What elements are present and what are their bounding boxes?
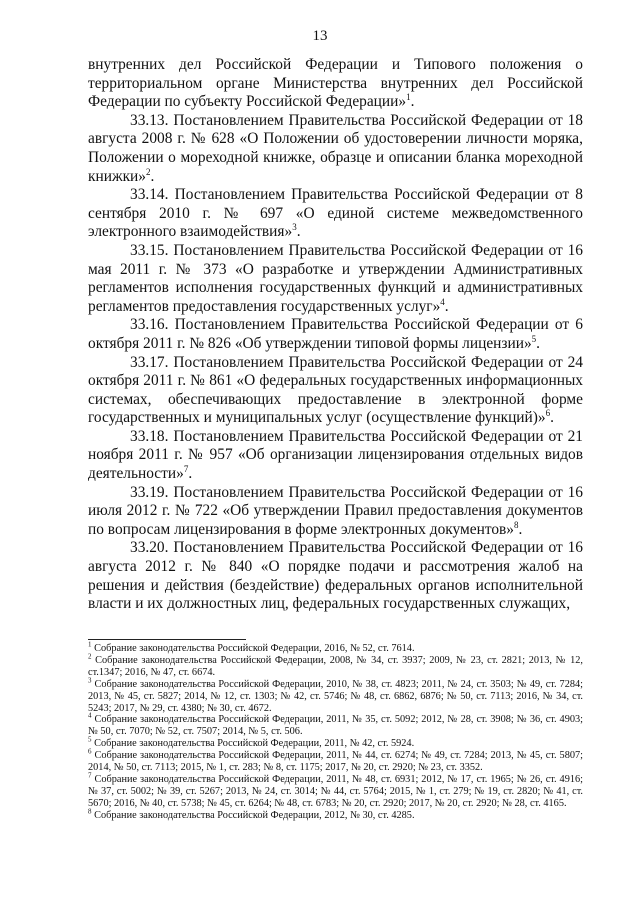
item-end: . — [518, 520, 523, 538]
footnote-number: 6 — [88, 747, 92, 756]
item-text: 33.19. Постановлением Правительства Российской Федерации от 16 июля 2012 г. № 722 «Об утверждении Правил предоставления документов по вопросам лицензирования в форме электронных документов» — [88, 483, 583, 538]
document-body — [88, 56, 583, 614]
page-number: 13 — [312, 28, 328, 44]
list-item — [88, 428, 583, 484]
footnote-text: Собрание законодательства Российской Федерации, 2011, № 42, ст. 5924. — [94, 738, 415, 750]
footnote-divider — [88, 639, 246, 640]
list-item — [88, 484, 583, 540]
item-end: . — [536, 334, 541, 352]
list-item — [88, 242, 583, 316]
item-end: . — [150, 167, 155, 185]
item-end: . — [444, 297, 449, 315]
footnote-ref: 2 — [146, 166, 151, 177]
footnote-ref: 5 — [531, 333, 537, 344]
item-end: . — [296, 223, 301, 241]
footnote — [88, 640, 583, 655]
footnote-number: 3 — [88, 676, 92, 685]
footnote-text: Собрание законодательства Российской Федерации, 2008, № 34, ст. 3937; 2009, № 23, ст. 2821; 2013, № 12, ст.1347; 2016, № 47, ст. 6674. — [88, 654, 583, 678]
item-text: 33.13. Постановлением Правительства Российской Федерации от 18 августа 2008 г. № 628 «О Положении об удостоверении личности моряка, Положении о мореходной книжке, образце и описании бланка мореходной книжки» — [88, 111, 583, 185]
footnote-number: 4 — [88, 712, 92, 721]
list-item — [88, 354, 583, 428]
footnote-ref: 8 — [514, 519, 519, 530]
footnote-number: 8 — [88, 807, 92, 816]
footnote-text: Собрание законодательства Российской Федерации, 2011, № 35, ст. 5092; 2012, № 28, ст. 3908; № 36, ст. 4903; № 50, ст. 7070; № 52, ст. 7507; 2014, № 5, ст. 506. — [88, 714, 583, 738]
list-item — [88, 186, 583, 242]
footnote-text: Собрание законодательства Российской Федерации, 2016, № 52, ст. 7614. — [94, 643, 415, 654]
footnote-text: Собрание законодательства Российской Федерации, 2011, № 44, ст. 6274; № 49, ст. 7284; 2013, № 45, ст. 5807; 2014, № 50, ст. 7113; 2015, № 1, ст. 283; № 8, ст. 1175; 2017, № 20, ст. 2920; № 23, ст. 3352. — [88, 750, 583, 774]
footnote-ref: 4 — [440, 296, 445, 307]
footnote — [88, 676, 583, 715]
item-text: 33.20. Постановлением Правительства Российской Федерации от 16 августа 2012 г. № 840 «О порядке подачи и рассмотрения жалоб на решения и действия (бездействие) федеральных органов исполнительной власти и их должностных лиц, федеральных государственных служащих, — [88, 539, 583, 613]
footnote — [88, 747, 583, 774]
footnote-number: 2 — [88, 652, 92, 661]
footnote-ref: 7 — [183, 463, 189, 474]
item-end: . — [188, 465, 193, 483]
intro-text: внутренних дел Российской Федерации и Типового положения о территориальном органе Министерства внутренних дел Российской Федерации по субъекту Российской Федерации» — [88, 56, 583, 111]
item-text: 33.16. Постановлением Правительства Российской Федерации от 6 октября 2011 г. № 826 «Об утверждении типовой формы лицензии» — [88, 316, 583, 352]
footnote-text: Собрание законодательства Российской Федерации, 2012, № 30, ст. 4285. — [94, 809, 415, 821]
footnote-text: Собрание законодательства Российской Федерации, 2011, № 48, ст. 6931; 2012, № 17, ст. 1965; № 26, ст. 4916; № 37, ст. 5002; № 39, ст. 5267; 2013, № 24, ст. 3014; № 44, ст. 5764; 2015, № 1, ст. 279; № 19, ст. 2820; № 41, ст. 5670; 2016, № 40, ст. 5738; № 45, ст. 6264; № 48, ст. 6783; № 20, ст. 2920; 2017, № 20, ст. 2920; № 28, ст. 4165. — [88, 773, 583, 809]
intro-paragraph: внутренних дел Российской Федерации и Типового положения о территориальном органе Министерства внутренних дел Российской Федерации по субъекту Российской Федерации»$^1$. — [88, 56, 583, 111]
footnotes — [88, 640, 583, 822]
footnote-number: 5 — [88, 735, 92, 744]
footnote — [88, 735, 583, 750]
list-item — [88, 316, 583, 353]
item-text: 33.18. Постановлением Правительства Российской Федерации от 21 ноября 2011 г. № 957 «Об организации лицензирования отдельных видов деятельности» — [88, 427, 583, 483]
item-end: . — [550, 409, 554, 427]
footnote — [88, 652, 583, 679]
list-item — [88, 539, 583, 613]
footnote-number: 1 — [88, 640, 92, 649]
footnote — [88, 807, 583, 822]
footnote — [88, 771, 583, 810]
footnote-ref: 6 — [545, 408, 551, 419]
footnote-text: Собрание законодательства Российской Федерации, 2010, № 38, ст. 4823; 2011, № 24, ст. 3503; № 49, ст. 7284; 2013, № 45, ст. 5827; 2014, № 12, ст. 1303; № 42, ст. 5746; № 48, ст. 6862, 6876; № 50, ст. 7113; 2016, № 34, ст. 5243; 2017, № 29, ст. 4380; № 30, ст. 4672. — [88, 678, 583, 714]
item-text: 33.15. Постановлением Правительства Российской Федерации от 16 мая 2011 г. № 373 «О разработке и утверждении Административных регламентов исполнения государственных функций и административных регламентов предоставления государственных услуг» — [88, 241, 583, 315]
footnote — [88, 714, 583, 738]
item-text: 33.17. Постановлением Правительства Российской Федерации от 24 октября 2011 г. № 861 «О федеральных государственных информационных системах, обеспечивающих предоставление в электронной форме государственных и муниципальных услуг (осуществление функций)» — [88, 353, 583, 427]
footnote-number: 7 — [88, 771, 92, 780]
list-item — [88, 112, 583, 186]
footnote-ref: 3 — [292, 222, 297, 233]
footnote-ref: 1 — [406, 92, 411, 103]
item-text: 33.14. Постановлением Правительства Российской Федерации от 8 сентября 2010 г. № 697 «О единой системе межведомственного электронного взаимодействия» — [88, 186, 583, 241]
